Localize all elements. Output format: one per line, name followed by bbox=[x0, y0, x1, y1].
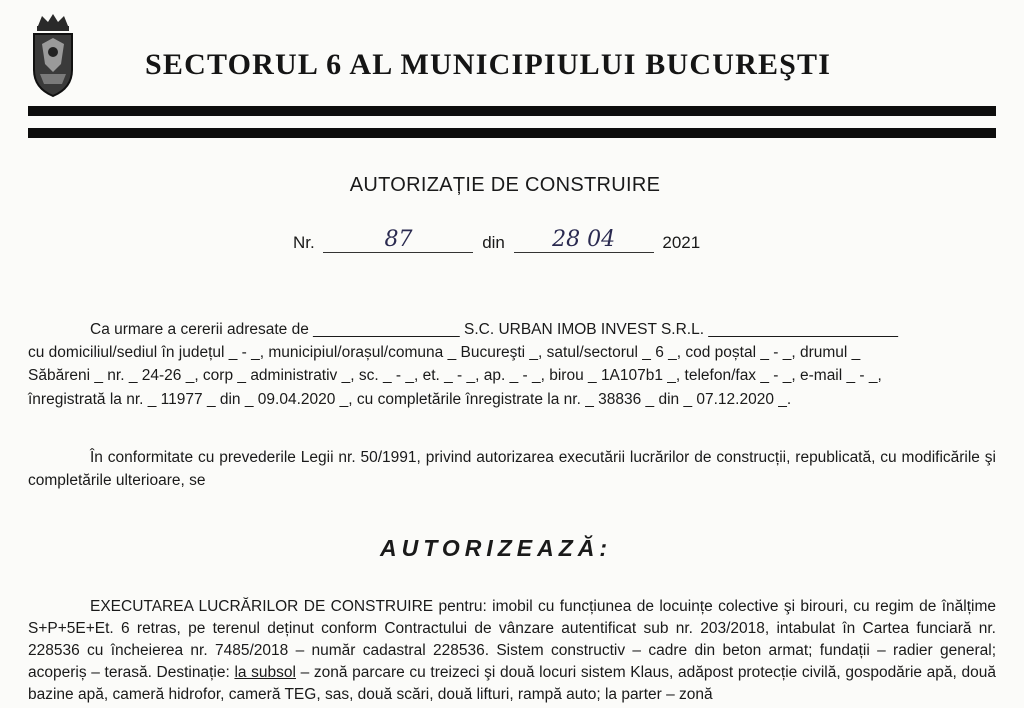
applicant-registration-line: înregistrată la nr. _ 11977 _ din _ 09.04.2020 _, cu completările înregistrate la nr. _ 38836 _ din _ 07.12.2020 _. bbox=[28, 390, 792, 408]
nr-value: 87 bbox=[323, 228, 473, 253]
year-value: 2021 bbox=[662, 233, 701, 252]
document-title: AUTORIZAȚIE DE CONSTRUIRE bbox=[349, 174, 661, 196]
legal-paragraph bbox=[28, 446, 996, 492]
works-text-a: pentru: imobil cu funcțiunea de locuințe colective şi birouri, cu regim de înălțime S+P+5E+Et. 6 retras, pe terenul deținut conform Contractului de vânzare autentificat sub nr. 203/2018, intabulat în Cartea funciară nr. 228536 cu încheierea nr. 7485/2018 – număr cadastral 228536. Sistem constructiv – cadre din beton armat; fundații – radier general; acoperiș – terasă. Destinație: bbox=[28, 598, 996, 681]
applicant-street-line: Săbăreni _ nr. _ 24-26 _, corp _ administrativ _, sc. _ - _, et. _ - _, ap. _ - _, birou _ 1A107b1 _, telefon/fax _ - _, e-mail _ - _, bbox=[28, 367, 882, 385]
works-text-b: – zonă parcare cu treizeci şi două locuri sistem Klaus, adăpost protecție civilă, gospodărie apă, două bazine apă, cameră hidrofor, cameră TEG, sas, două scări, două lifturi, rampă auto; la parter – zonă bbox=[28, 664, 996, 703]
works-underlined: la subsol bbox=[234, 664, 296, 681]
nr-label: Nr. bbox=[293, 233, 315, 252]
document-number-line bbox=[293, 228, 700, 253]
header-title: SECTORUL 6 AL MUNICIPIULUI BUCUREŞTI bbox=[145, 48, 832, 81]
header-rule-bottom bbox=[28, 128, 996, 138]
works-paragraph bbox=[28, 596, 996, 706]
applicant-line1-suffix: ______________________ bbox=[708, 321, 898, 338]
coat-of-arms-icon bbox=[28, 12, 78, 100]
din-value: 28 04 bbox=[514, 228, 654, 253]
applicant-paragraph bbox=[28, 318, 996, 411]
applicant-name: S.C. URBAN IMOB INVEST S.R.L. bbox=[464, 321, 705, 338]
works-lead: EXECUTAREA LUCRĂRILOR DE CONSTRUIRE bbox=[90, 598, 434, 615]
authorize-heading: AUTORIZEAZĂ: bbox=[380, 535, 613, 561]
din-label: din bbox=[482, 233, 505, 252]
applicant-address-line: cu domiciliul/sediul în județul _ - _, municipiul/orașul/comuna _ Bucureşti _, satul/sectorul _ 6 _, cod poștal _ - _, drumul _ bbox=[28, 344, 861, 362]
legal-text: În conformitate cu prevederile Legii nr. 50/1991, privind autorizarea executării lucrărilor de construcții, republicată, cu modificările şi completările ulterioare, se bbox=[28, 449, 996, 490]
header-rule-top bbox=[28, 106, 996, 116]
applicant-line1-prefix: Ca urmare a cererii adresate de _________________ bbox=[90, 321, 460, 338]
